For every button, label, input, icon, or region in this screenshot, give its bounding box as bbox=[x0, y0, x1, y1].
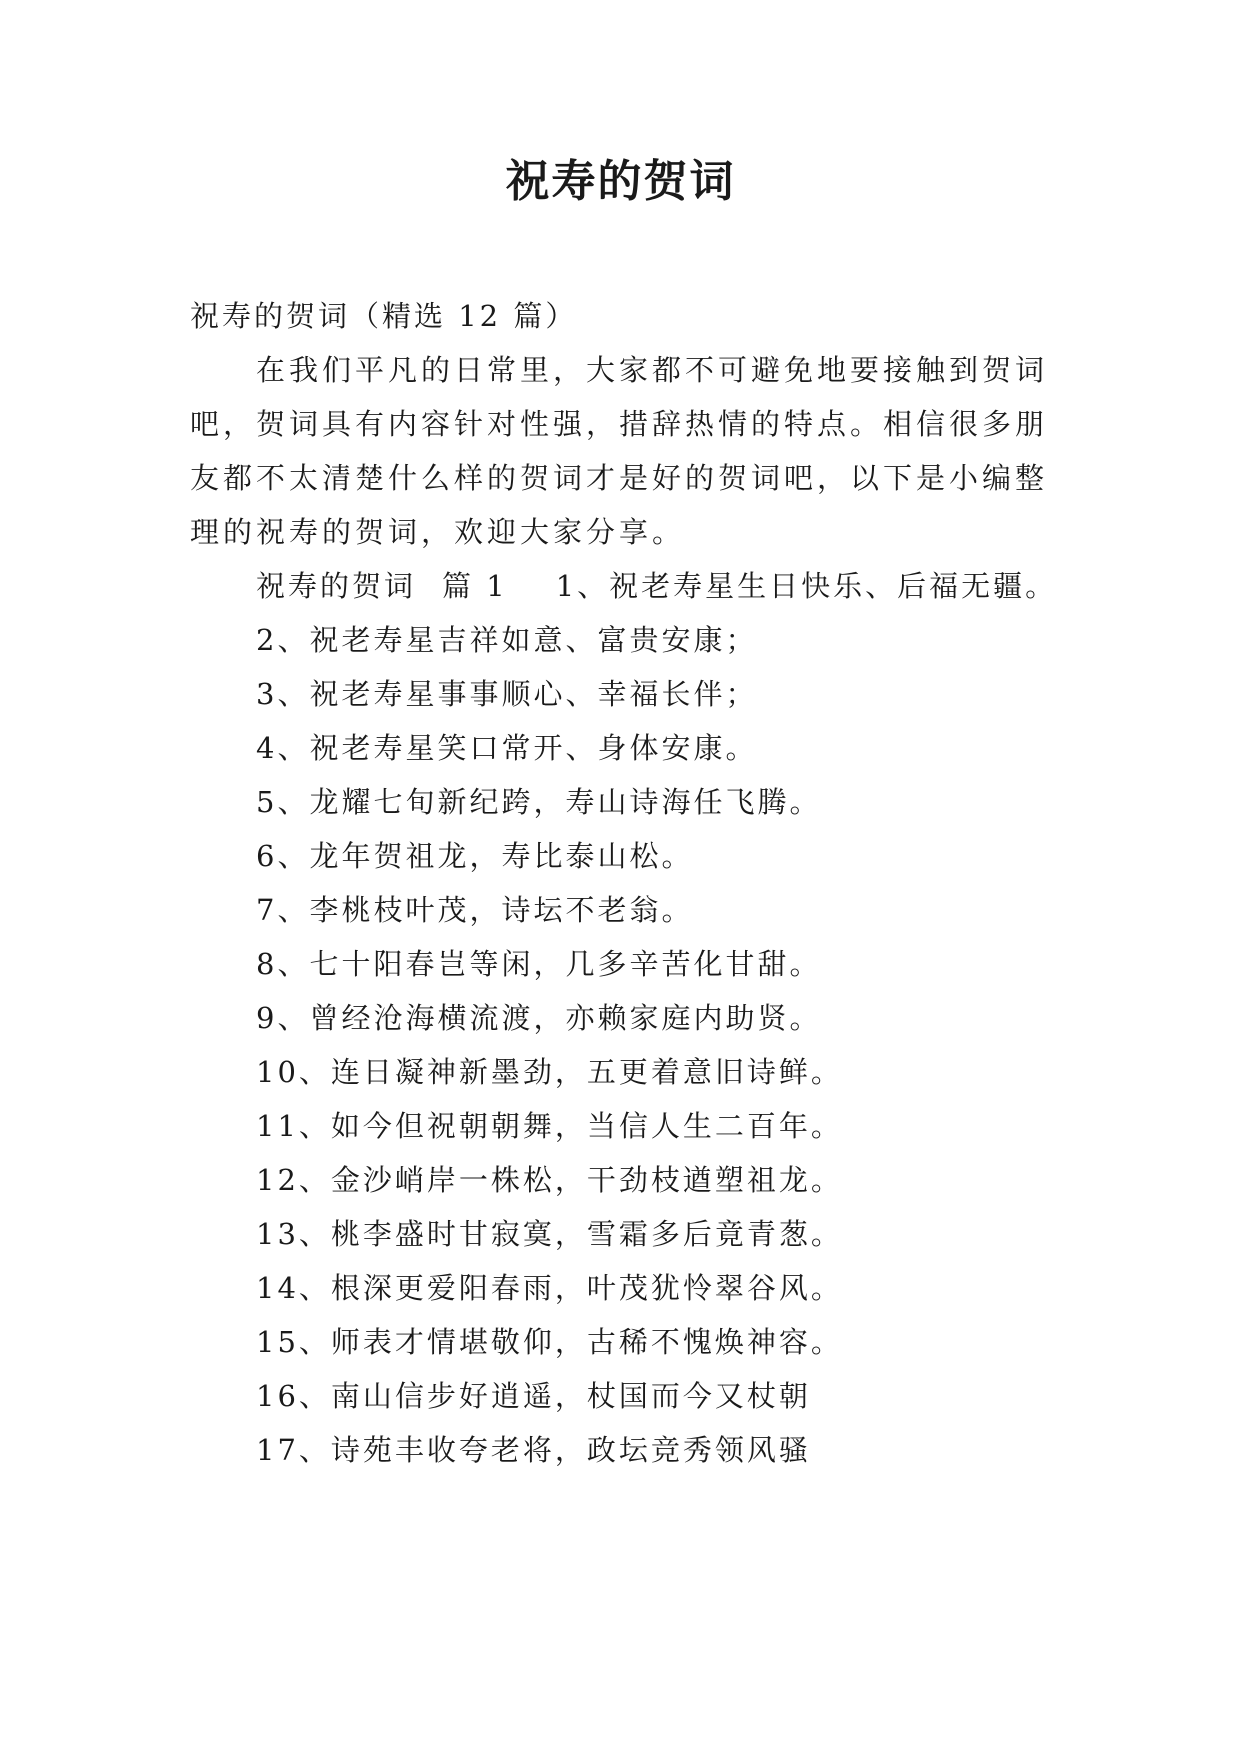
list-item: 10、连日凝神新墨劲，五更着意旧诗鲜。 bbox=[256, 1055, 843, 1089]
page-title: 祝寿的贺词 bbox=[505, 156, 736, 207]
list-item: 5、龙耀七旬新纪跨，寿山诗海任飞腾。 bbox=[256, 785, 822, 819]
list-item: 16、南山信步好逍遥，杖国而今又杖朝 bbox=[256, 1379, 811, 1413]
intro-paragraph-line: 理的祝寿的贺词，欢迎大家分享。 bbox=[190, 515, 686, 549]
list-item: 3、祝老寿星事事顺心、幸福长伴； bbox=[256, 677, 758, 711]
list-item: 12、金沙峭岸一株松，干劲枝遒塑祖龙。 bbox=[256, 1163, 843, 1197]
section-heading: 祝寿的贺词 bbox=[256, 569, 417, 603]
document-subtitle: 祝寿的贺词（精选 12 篇） bbox=[190, 299, 578, 333]
intro-paragraph-line: 友都不太清楚什么样的贺词才是好的贺词吧，以下是小编整 bbox=[190, 461, 1049, 495]
list-item: 4、祝老寿星笑口常开、身体安康。 bbox=[256, 731, 758, 765]
intro-paragraph-line: 在我们平凡的日常里，大家都不可避免地要接触到贺词 bbox=[256, 353, 1049, 387]
list-item: 14、根深更爱阳春雨，叶茂犹怜翠谷风。 bbox=[256, 1271, 843, 1305]
list-item: 8、七十阳春岂等闲，几多辛苦化甘甜。 bbox=[256, 947, 822, 981]
list-item: 9、曾经沧海横流渡，亦赖家庭内助贤。 bbox=[256, 1001, 822, 1035]
list-item: 11、如今但祝朝朝舞，当信人生二百年。 bbox=[256, 1109, 843, 1143]
list-item: 2、祝老寿星吉祥如意、富贵安康； bbox=[256, 623, 758, 657]
list-item: 15、师表才情堪敬仰，古稀不愧焕神容。 bbox=[256, 1325, 843, 1359]
list-item: 7、李桃枝叶茂，诗坛不老翁。 bbox=[256, 893, 694, 927]
section-label: 篇 1 bbox=[442, 569, 508, 603]
list-item: 13、桃李盛时甘寂寞，雪霜多后竟青葱。 bbox=[256, 1217, 843, 1251]
list-item: 17、诗苑丰收夸老将，政坛竞秀领风骚 bbox=[256, 1433, 811, 1467]
intro-paragraph-line: 吧，贺词具有内容针对性强，措辞热情的特点。相信很多朋 bbox=[190, 407, 1049, 441]
list-item: 1、祝老寿星生日快乐、后福无疆。 bbox=[555, 569, 1058, 603]
list-item: 6、龙年贺祖龙，寿比泰山松。 bbox=[256, 839, 694, 873]
section-first-line bbox=[256, 566, 1057, 606]
